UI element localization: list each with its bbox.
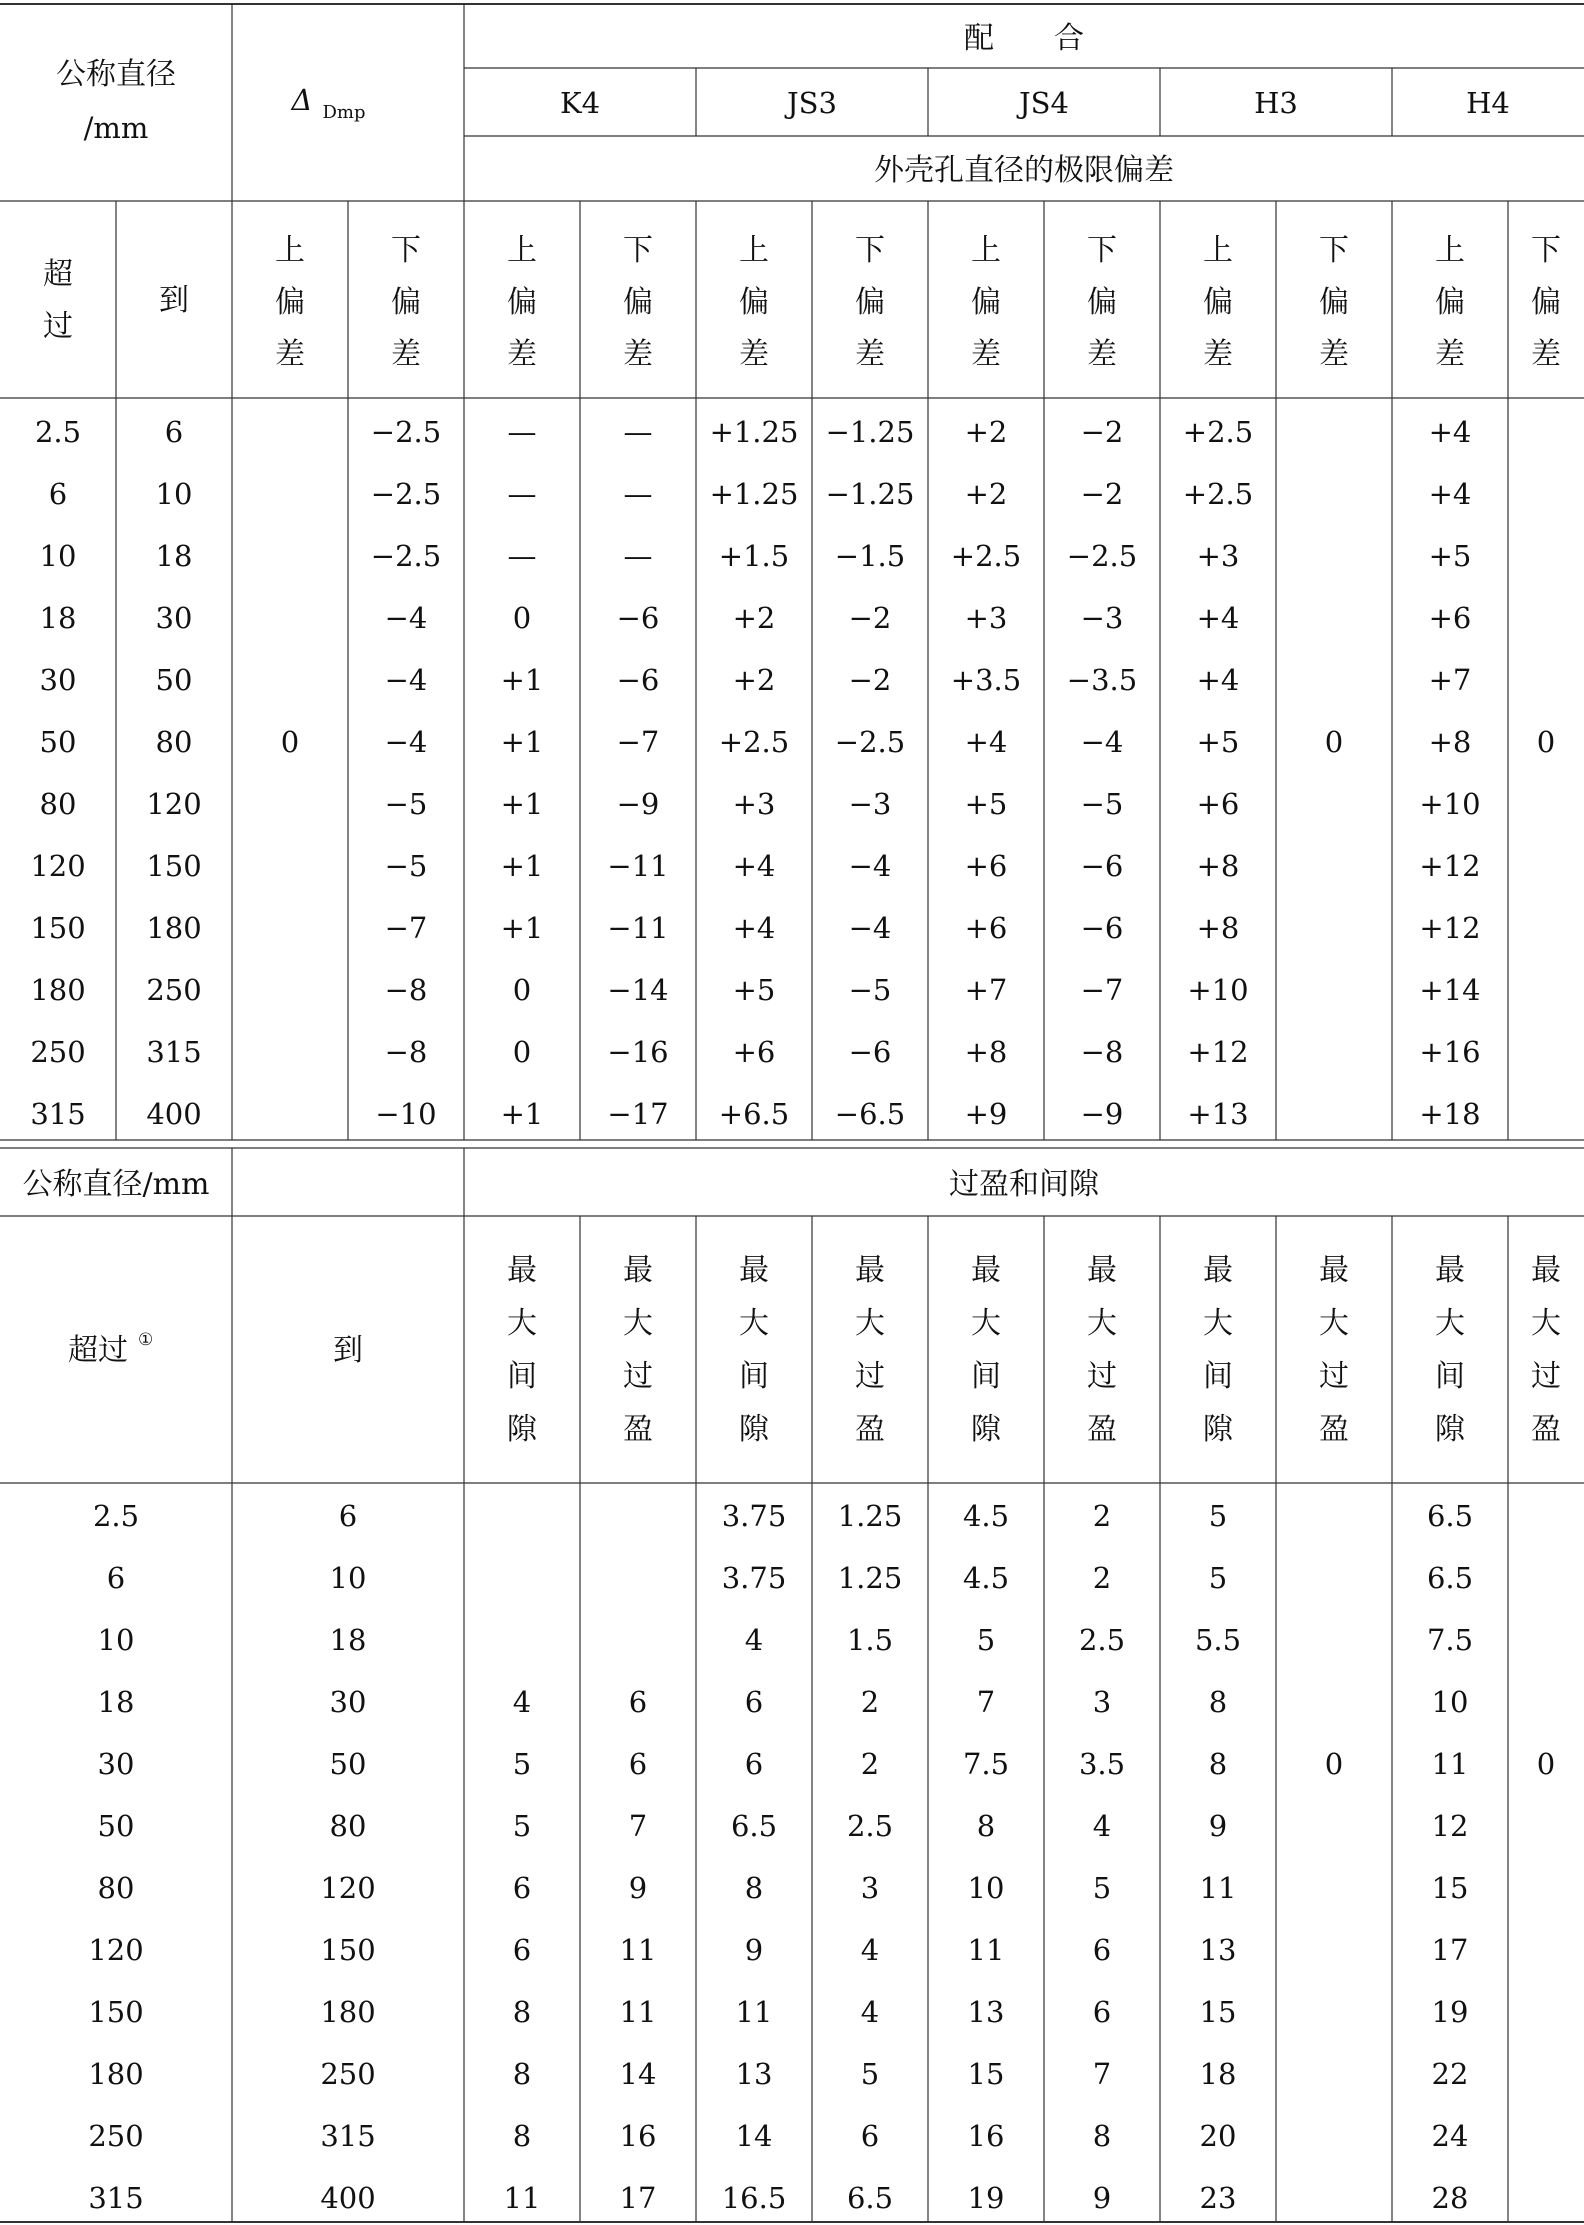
row-over-value: 250 (30, 1035, 86, 1069)
row-over-value: 250 (88, 2119, 144, 2153)
k4-upper-value: +1 (500, 725, 544, 759)
js3-max-clearance-value: 16.5 (721, 2181, 787, 2215)
k4-lower-value: −11 (607, 849, 669, 883)
js4-lower-value: −3.5 (1066, 663, 1138, 697)
js4-max-interference-value: 3 (1092, 1685, 1112, 1719)
row-to-value: 315 (146, 1035, 202, 1069)
upper-deviation-label: 上偏差 (1435, 233, 1465, 372)
js3-lower-value: −4 (848, 849, 892, 883)
k4-upper-value: +1 (500, 787, 544, 821)
lower-deviation-label: 下偏差 (1319, 233, 1349, 372)
js3-upper-value: +4 (732, 911, 776, 945)
row-to-value: 400 (320, 2181, 376, 2215)
row-to-value: 50 (329, 1747, 367, 1781)
row-to-value: 315 (320, 2119, 376, 2153)
dmp-lower-value: −10 (375, 1097, 437, 1131)
dmp-upper-shared-value: 0 (280, 725, 300, 759)
js4-upper-value: +6 (964, 849, 1008, 883)
fit-class-h3: H3 (1254, 86, 1298, 120)
js4-lower-value: −3 (1080, 601, 1124, 635)
max-clearance-label: 最大间隙 (1435, 1253, 1465, 1447)
js4-max-interference-value: 2 (1092, 1561, 1112, 1595)
h3-upper-value: +3 (1196, 539, 1240, 573)
h4-upper-value: +5 (1428, 539, 1472, 573)
delta-dmp-subscript: Dmp (322, 102, 366, 123)
js4-max-interference-value: 2.5 (1078, 1623, 1126, 1657)
row-to-value: 6 (338, 1499, 358, 1533)
h3-max-clearance-value: 8 (1208, 1685, 1228, 1719)
to-header: 到 (159, 283, 189, 318)
h4-upper-value: +6 (1428, 601, 1472, 635)
k4-max-interference-value: 11 (619, 1933, 657, 1967)
js4-lower-value: −4 (1080, 725, 1124, 759)
row-over-value: 180 (88, 2057, 144, 2091)
h4-upper-value: +18 (1419, 1097, 1481, 1131)
js3-max-clearance-value: 13 (735, 2057, 773, 2091)
lower-deviation-label: 下偏差 (1087, 233, 1117, 372)
js3-upper-value: +3 (732, 787, 776, 821)
js4-upper-value: +3.5 (950, 663, 1022, 697)
js4-max-clearance-value: 7.5 (962, 1747, 1010, 1781)
row-to-value: 400 (146, 1097, 202, 1131)
js3-max-interference-value: 4 (860, 1933, 880, 1967)
row-to-value: 30 (329, 1685, 367, 1719)
h4-max-clearance-value: 28 (1431, 2181, 1469, 2215)
over-header: 超过 (43, 257, 73, 344)
k4-upper-value: — (507, 415, 537, 449)
js3-lower-value: −6 (848, 1035, 892, 1069)
lower-deviation-label: 下偏差 (855, 233, 885, 372)
js4-lower-value: −2.5 (1066, 539, 1138, 573)
k4-upper-value: 0 (512, 973, 532, 1007)
js3-lower-value: −1.25 (825, 415, 915, 449)
js4-lower-value: −5 (1080, 787, 1124, 821)
js4-upper-value: +3 (964, 601, 1008, 635)
h4-max-clearance-value: 11 (1431, 1747, 1469, 1781)
k4-upper-value: 0 (512, 1035, 532, 1069)
row-over-value: 30 (39, 663, 77, 697)
js4-max-clearance-value: 10 (967, 1871, 1005, 1905)
js3-lower-value: −2 (848, 601, 892, 635)
max-interference-label: 最大过盈 (1319, 1253, 1349, 1447)
js3-max-interference-value: 2 (860, 1685, 880, 1719)
max-interference-label: 最大过盈 (623, 1253, 653, 1447)
h3-max-clearance-value: 13 (1199, 1933, 1237, 1967)
k4-max-interference-value: 16 (619, 2119, 657, 2153)
lower-deviation-label: 下偏差 (623, 233, 653, 372)
row-over-value: 18 (97, 1685, 135, 1719)
k4-upper-value: — (507, 539, 537, 573)
js3-upper-value: +6.5 (718, 1097, 790, 1131)
k4-max-interference-value: 14 (619, 2057, 657, 2091)
dmp-lower-value: −5 (384, 849, 428, 883)
js3-max-clearance-value: 6.5 (730, 1809, 778, 1843)
h3-max-clearance-value: 15 (1199, 1995, 1237, 2029)
k4-upper-value: — (507, 477, 537, 511)
row-over-value: 315 (30, 1097, 86, 1131)
js4-max-clearance-value: 7 (976, 1685, 996, 1719)
js3-max-clearance-value: 4 (744, 1623, 764, 1657)
js3-max-interference-value: 2.5 (846, 1809, 894, 1843)
k4-lower-value: −16 (607, 1035, 669, 1069)
max-clearance-label: 最大间隙 (739, 1253, 769, 1447)
k4-lower-value: −14 (607, 973, 669, 1007)
h3-upper-value: +2.5 (1182, 415, 1254, 449)
row-to-value: 30 (155, 601, 193, 635)
k4-upper-value: +1 (500, 849, 544, 883)
fit-class-k4: K4 (559, 86, 601, 120)
h4-max-clearance-value: 6.5 (1426, 1499, 1474, 1533)
dmp-lower-value: −2.5 (370, 477, 442, 511)
row-over-value: 18 (39, 601, 77, 635)
nominal-diameter-header-2: 公称直径/mm (22, 1167, 210, 1202)
h4-lower-shared-value: 0 (1536, 725, 1556, 759)
h3-upper-value: +10 (1187, 973, 1249, 1007)
h4-upper-value: +7 (1428, 663, 1472, 697)
row-over-value: 80 (39, 787, 77, 821)
js3-upper-value: +1.5 (718, 539, 790, 573)
k4-max-clearance-value: 6 (512, 1933, 532, 1967)
k4-max-interference-value: 6 (628, 1747, 648, 1781)
row-to-value: 250 (146, 973, 202, 1007)
js4-lower-value: −6 (1080, 849, 1124, 883)
js4-upper-value: +4 (964, 725, 1008, 759)
h4-max-clearance-value: 19 (1431, 1995, 1469, 2029)
row-over-value: 10 (97, 1623, 135, 1657)
h3-max-clearance-value: 18 (1199, 2057, 1237, 2091)
to-header-2: 到 (333, 1333, 363, 1368)
h3-max-clearance-value: 5 (1208, 1499, 1228, 1533)
js3-max-interference-value: 1.25 (837, 1499, 903, 1533)
row-over-value: 120 (88, 1933, 144, 1967)
h3-max-clearance-value: 23 (1199, 2181, 1237, 2215)
row-to-value: 18 (155, 539, 193, 573)
row-to-value: 180 (320, 1995, 376, 2029)
js4-upper-value: +6 (964, 911, 1008, 945)
dmp-lower-value: −2.5 (370, 415, 442, 449)
js3-max-interference-value: 5 (860, 2057, 880, 2091)
h4-upper-value: +10 (1419, 787, 1481, 821)
js4-lower-value: −7 (1080, 973, 1124, 1007)
js4-max-interference-value: 6 (1092, 1933, 1112, 1967)
js3-max-clearance-value: 6 (744, 1685, 764, 1719)
js4-max-interference-value: 3.5 (1078, 1747, 1126, 1781)
js3-max-clearance-value: 8 (744, 1871, 764, 1905)
dmp-lower-value: −4 (384, 725, 428, 759)
js4-upper-value: +9 (964, 1097, 1008, 1131)
js4-upper-value: +2.5 (950, 539, 1022, 573)
k4-lower-value: −9 (616, 787, 660, 821)
row-to-value: 150 (320, 1933, 376, 1967)
h3-upper-value: +8 (1196, 911, 1240, 945)
k4-max-clearance-value: 8 (512, 2057, 532, 2091)
max-interference-label: 最大过盈 (855, 1253, 885, 1447)
js4-max-clearance-value: 4.5 (962, 1499, 1010, 1533)
k4-lower-value: — (623, 477, 653, 511)
h4-upper-value: +14 (1419, 973, 1481, 1007)
k4-max-interference-value: 7 (628, 1809, 648, 1843)
h4-max-clearance-value: 15 (1431, 1871, 1469, 1905)
h3-upper-value: +4 (1196, 601, 1240, 635)
js3-lower-value: −2.5 (834, 725, 906, 759)
lower-deviation-label: 下偏差 (391, 233, 421, 372)
k4-lower-value: −6 (616, 601, 660, 635)
row-to-value: 120 (320, 1871, 376, 1905)
delta-dmp-header: Δ (291, 83, 313, 117)
js3-max-interference-value: 3 (860, 1871, 880, 1905)
k4-lower-value: — (623, 539, 653, 573)
upper-deviation-label: 上偏差 (275, 233, 305, 372)
js4-max-clearance-value: 11 (967, 1933, 1005, 1967)
k4-max-clearance-value: 5 (512, 1747, 532, 1781)
js3-upper-value: +1.25 (709, 477, 799, 511)
k4-max-interference-value: 9 (628, 1871, 648, 1905)
h4-upper-value: +4 (1428, 415, 1472, 449)
js3-max-interference-value: 1.5 (846, 1623, 894, 1657)
h3-upper-value: +8 (1196, 849, 1240, 883)
h3-upper-value: +4 (1196, 663, 1240, 697)
js3-max-interference-value: 2 (860, 1747, 880, 1781)
row-over-value: 180 (30, 973, 86, 1007)
row-to-value: 250 (320, 2057, 376, 2091)
h3-max-interference-shared-value: 0 (1324, 1747, 1344, 1781)
js3-upper-value: +4 (732, 849, 776, 883)
js3-max-interference-value: 6.5 (846, 2181, 894, 2215)
row-over-value: 2.5 (92, 1499, 140, 1533)
h3-max-clearance-value: 9 (1208, 1809, 1228, 1843)
js3-lower-value: −1.25 (825, 477, 915, 511)
nominal-diameter-header: 公称直径 (56, 57, 176, 92)
js3-lower-value: −1.5 (834, 539, 906, 573)
h4-max-clearance-value: 17 (1431, 1933, 1469, 1967)
k4-lower-value: — (623, 415, 653, 449)
h3-max-clearance-value: 5.5 (1194, 1623, 1242, 1657)
max-clearance-label: 最大间隙 (1203, 1253, 1233, 1447)
h4-upper-value: +12 (1419, 849, 1481, 883)
dmp-lower-value: −7 (384, 911, 428, 945)
js3-max-clearance-value: 9 (744, 1933, 764, 1967)
js3-upper-value: +2 (732, 663, 776, 697)
table-text (22, 21, 1561, 2215)
row-over-value: 50 (97, 1809, 135, 1843)
js4-lower-value: −6 (1080, 911, 1124, 945)
js3-upper-value: +1.25 (709, 415, 799, 449)
row-to-value: 10 (329, 1561, 367, 1595)
js4-max-interference-value: 4 (1092, 1809, 1112, 1843)
h4-upper-value: +16 (1419, 1035, 1481, 1069)
dmp-lower-value: −5 (384, 787, 428, 821)
h3-upper-value: +2.5 (1182, 477, 1254, 511)
dmp-lower-value: −8 (384, 1035, 428, 1069)
interference-clearance-header: 过盈和间隙 (949, 1167, 1099, 1202)
row-over-value: 2.5 (34, 415, 82, 449)
js4-lower-value: −2 (1080, 477, 1124, 511)
js4-max-interference-value: 8 (1092, 2119, 1112, 2153)
h4-max-clearance-value: 24 (1431, 2119, 1469, 2153)
js3-max-clearance-value: 14 (735, 2119, 773, 2153)
h3-upper-value: +12 (1187, 1035, 1249, 1069)
row-over-value: 10 (39, 539, 77, 573)
row-over-value: 6 (106, 1561, 126, 1595)
h4-max-clearance-value: 10 (1431, 1685, 1469, 1719)
k4-upper-value: 0 (512, 601, 532, 635)
row-over-value: 6 (48, 477, 68, 511)
js4-max-interference-value: 2 (1092, 1499, 1112, 1533)
h4-upper-value: +8 (1428, 725, 1472, 759)
js3-lower-value: −5 (848, 973, 892, 1007)
js3-upper-value: +2.5 (718, 725, 790, 759)
js4-upper-value: +2 (964, 477, 1008, 511)
housing-deviation-header: 外壳孔直径的极限偏差 (874, 153, 1174, 188)
js4-max-clearance-value: 16 (967, 2119, 1005, 2153)
max-interference-label: 最大过盈 (1531, 1253, 1561, 1447)
js4-max-interference-value: 9 (1092, 2181, 1112, 2215)
fit-class-h4: H4 (1466, 86, 1510, 120)
js4-max-clearance-value: 4.5 (962, 1561, 1010, 1595)
js3-max-clearance-value: 6 (744, 1747, 764, 1781)
row-to-value: 150 (146, 849, 202, 883)
max-clearance-label: 最大间隙 (507, 1253, 537, 1447)
row-over-value: 30 (97, 1747, 135, 1781)
k4-upper-value: +1 (500, 911, 544, 945)
h4-upper-value: +4 (1428, 477, 1472, 511)
k4-max-clearance-value: 11 (503, 2181, 541, 2215)
h3-max-clearance-value: 8 (1208, 1747, 1228, 1781)
row-to-value: 50 (155, 663, 193, 697)
row-over-value: 315 (88, 2181, 144, 2215)
h3-upper-value: +6 (1196, 787, 1240, 821)
upper-deviation-label: 上偏差 (507, 233, 537, 372)
h3-upper-value: +5 (1196, 725, 1240, 759)
row-over-value: 120 (30, 849, 86, 883)
js4-max-clearance-value: 8 (976, 1809, 996, 1843)
h4-max-clearance-value: 22 (1431, 2057, 1469, 2091)
js3-lower-value: −2 (848, 663, 892, 697)
js3-lower-value: −4 (848, 911, 892, 945)
fit-header: 配 合 (964, 21, 1084, 56)
dmp-lower-value: −8 (384, 973, 428, 1007)
footnote-mark: ① (138, 1330, 154, 1350)
dmp-lower-value: −2.5 (370, 539, 442, 573)
js4-upper-value: +5 (964, 787, 1008, 821)
k4-max-clearance-value: 5 (512, 1809, 532, 1843)
js4-max-clearance-value: 5 (976, 1623, 996, 1657)
js4-max-clearance-value: 19 (967, 2181, 1005, 2215)
k4-max-interference-value: 11 (619, 1995, 657, 2029)
js4-max-clearance-value: 13 (967, 1995, 1005, 2029)
dmp-lower-value: −4 (384, 601, 428, 635)
k4-max-clearance-value: 6 (512, 1871, 532, 1905)
js3-max-interference-value: 6 (860, 2119, 880, 2153)
k4-max-clearance-value: 8 (512, 1995, 532, 2029)
row-to-value: 18 (329, 1623, 367, 1657)
k4-max-clearance-value: 8 (512, 2119, 532, 2153)
lower-deviation-label: 下偏差 (1531, 233, 1561, 372)
js3-upper-value: +5 (732, 973, 776, 1007)
js4-upper-value: +8 (964, 1035, 1008, 1069)
fit-class-js4: JS4 (1019, 86, 1069, 120)
row-to-value: 80 (329, 1809, 367, 1843)
js4-max-interference-value: 7 (1092, 2057, 1112, 2091)
h3-max-clearance-value: 11 (1199, 1871, 1237, 1905)
js3-lower-value: −6.5 (834, 1097, 906, 1131)
over-header-2: 超过 (68, 1333, 128, 1368)
row-over-value: 50 (39, 725, 77, 759)
max-interference-label: 最大过盈 (1087, 1253, 1117, 1447)
row-to-value: 10 (155, 477, 193, 511)
js4-max-interference-value: 5 (1092, 1871, 1112, 1905)
upper-deviation-label: 上偏差 (739, 233, 769, 372)
max-clearance-label: 最大间隙 (971, 1253, 1001, 1447)
h3-upper-value: +13 (1187, 1097, 1249, 1131)
row-over-value: 150 (88, 1995, 144, 2029)
h3-max-clearance-value: 20 (1199, 2119, 1237, 2153)
h4-max-clearance-value: 7.5 (1426, 1623, 1474, 1657)
row-to-value: 180 (146, 911, 202, 945)
k4-upper-value: +1 (500, 1097, 544, 1131)
k4-max-interference-value: 6 (628, 1685, 648, 1719)
row-to-value: 120 (146, 787, 202, 821)
k4-lower-value: −6 (616, 663, 660, 697)
h4-upper-value: +12 (1419, 911, 1481, 945)
row-to-value: 6 (164, 415, 184, 449)
unit-label: /mm (83, 111, 149, 145)
dmp-lower-value: −4 (384, 663, 428, 697)
k4-lower-value: −11 (607, 911, 669, 945)
js3-max-clearance-value: 3.75 (721, 1561, 787, 1595)
js3-max-clearance-value: 11 (735, 1995, 773, 2029)
h3-max-clearance-value: 5 (1208, 1561, 1228, 1595)
k4-max-clearance-value: 4 (512, 1685, 532, 1719)
row-to-value: 80 (155, 725, 193, 759)
js3-max-interference-value: 1.25 (837, 1561, 903, 1595)
js4-max-interference-value: 6 (1092, 1995, 1112, 2029)
js3-max-interference-value: 4 (860, 1995, 880, 2029)
row-over-value: 150 (30, 911, 86, 945)
h4-max-clearance-value: 12 (1431, 1809, 1469, 1843)
h4-max-clearance-value: 6.5 (1426, 1561, 1474, 1595)
k4-lower-value: −7 (616, 725, 660, 759)
js3-lower-value: −3 (848, 787, 892, 821)
row-over-value: 80 (97, 1871, 135, 1905)
k4-max-interference-value: 17 (619, 2181, 657, 2215)
fit-class-js3: JS3 (787, 86, 837, 120)
upper-deviation-label: 上偏差 (971, 233, 1001, 372)
js4-upper-value: +2 (964, 415, 1008, 449)
js4-upper-value: +7 (964, 973, 1008, 1007)
h3-lower-shared-value: 0 (1324, 725, 1344, 759)
k4-upper-value: +1 (500, 663, 544, 697)
js3-max-clearance-value: 3.75 (721, 1499, 787, 1533)
js4-lower-value: −2 (1080, 415, 1124, 449)
js4-max-clearance-value: 15 (967, 2057, 1005, 2091)
upper-deviation-label: 上偏差 (1203, 233, 1233, 372)
js3-upper-value: +2 (732, 601, 776, 635)
h4-max-interference-shared-value: 0 (1536, 1747, 1556, 1781)
js3-upper-value: +6 (732, 1035, 776, 1069)
js4-lower-value: −9 (1080, 1097, 1124, 1131)
js4-lower-value: −8 (1080, 1035, 1124, 1069)
k4-lower-value: −17 (607, 1097, 669, 1131)
